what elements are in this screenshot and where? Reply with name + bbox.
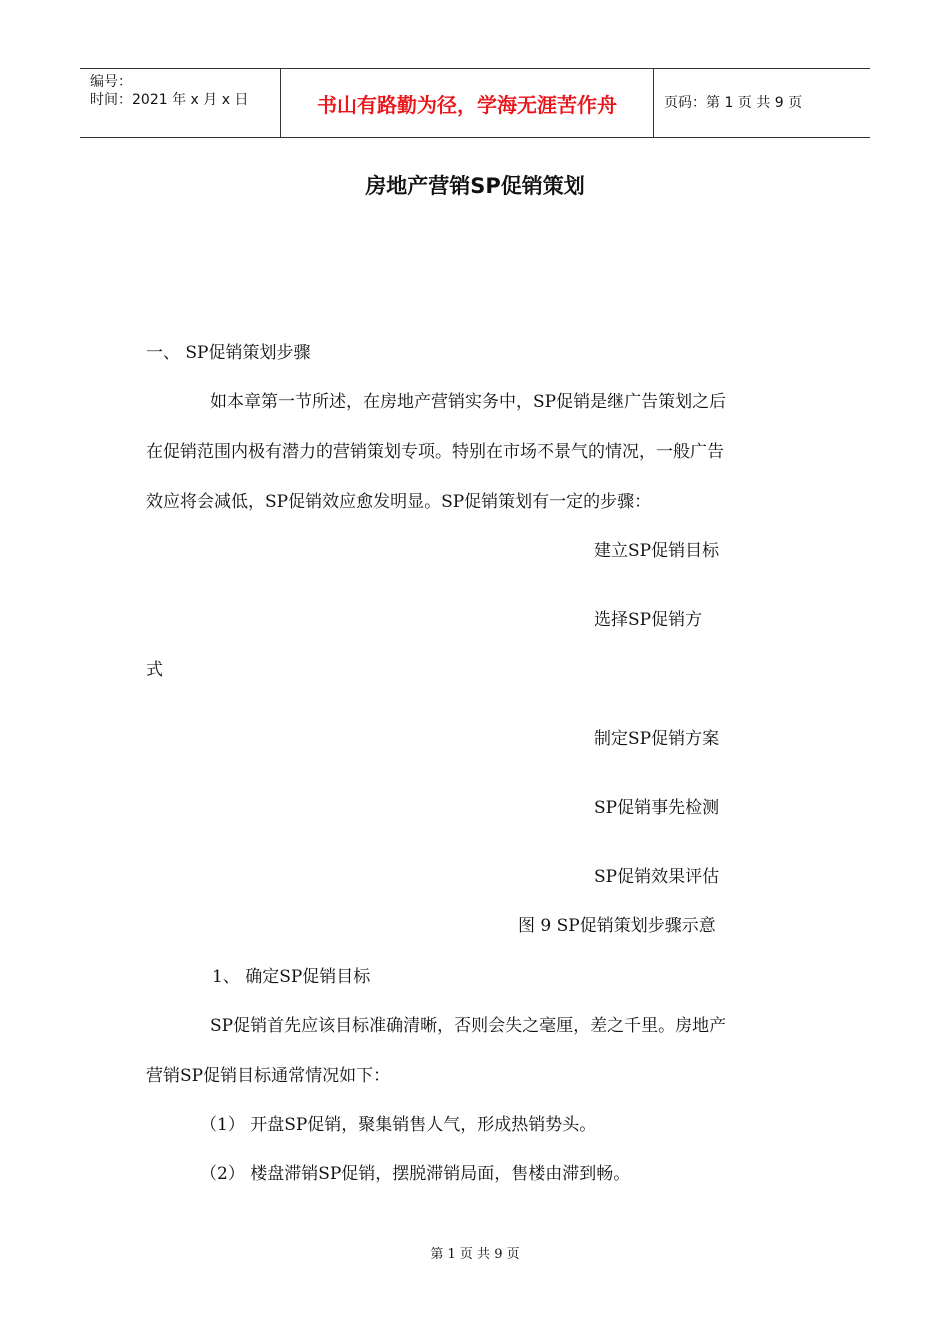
header-page-label: 页码：第 1 页 共 9 页 — [664, 95, 803, 111]
section-heading: 一、 SP促销策划步骤 — [146, 343, 311, 363]
step-label-continuation: 式 — [146, 660, 163, 680]
header-meta-cell — [80, 69, 281, 137]
document-time-label: 时间：2021 年 x 月 x 日 — [90, 92, 249, 108]
document-title: 房地产营销SP促销策划 — [365, 174, 585, 198]
page-footer: 第 1 页 共 9 页 — [430, 1247, 520, 1262]
list-item: （2） 楼盘滞销SP促销，摆脱滞销局面，售楼由滞到畅。 — [200, 1164, 631, 1184]
step-label: SP促销事先检测 — [594, 798, 720, 818]
subsection-heading: 1、 确定SP促销目标 — [212, 967, 371, 987]
header-page-cell — [654, 69, 870, 137]
step-label: 建立SP促销目标 — [594, 541, 720, 561]
paragraph-line: 营销SP促销目标通常情况如下： — [146, 1066, 391, 1086]
header-motto-cell — [281, 69, 654, 137]
list-item: （1） 开盘SP促销，聚集销售人气，形成热销势头。 — [200, 1115, 597, 1135]
step-label: SP促销效果评估 — [594, 867, 720, 887]
header-motto: 书山有路勤为径，学海无涯苦作舟 — [317, 93, 617, 117]
document-number-label: 编号： — [90, 74, 132, 90]
paragraph-line: SP促销首先应该目标准确清晰，否则会失之毫厘，差之千里。房地产 — [210, 1016, 727, 1036]
document-header-table — [80, 68, 870, 138]
paragraph-line: 在促销范围内极有潜力的营销策划专项。特别在市场不景气的情况，一般广告 — [146, 442, 724, 462]
figure-caption: 图 9 SP促销策划步骤示意 — [518, 916, 716, 936]
paragraph-line: 效应将会减低，SP促销效应愈发明显。SP促销策划有一定的步骤： — [146, 492, 652, 512]
step-label: 制定SP促销方案 — [594, 729, 720, 749]
step-label: 选择SP促销方 — [594, 610, 703, 630]
paragraph-line: 如本章第一节所述，在房地产营销实务中，SP促销是继广告策划之后 — [210, 392, 727, 412]
